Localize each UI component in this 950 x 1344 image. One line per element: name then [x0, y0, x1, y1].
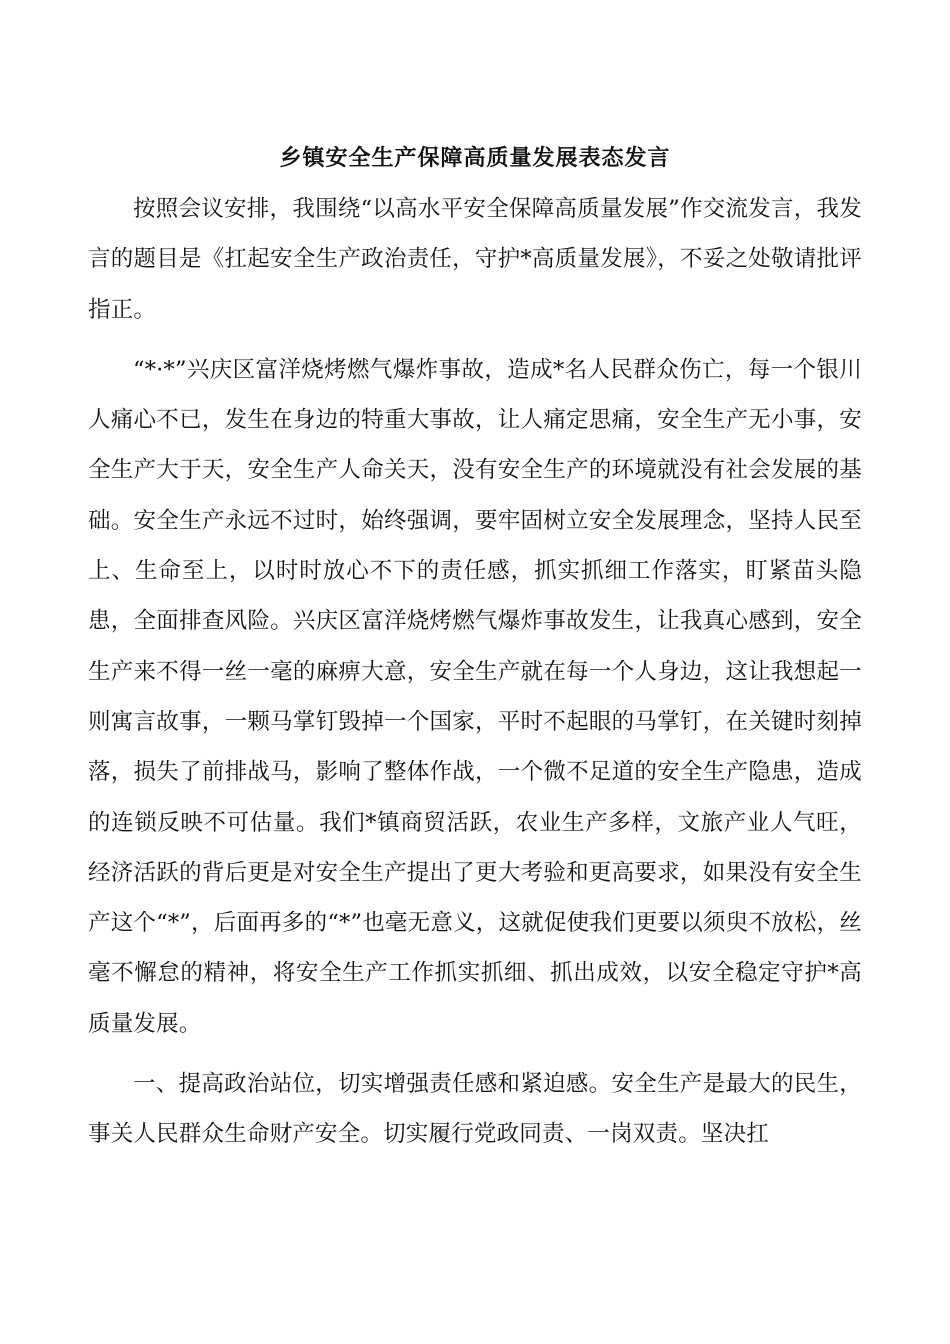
paragraph-intro: 按照会议安排，我围绕“以高水平安全保障高质量发展”作交流发言，我发言的题目是《扛起安全生产政治责任，守护*高质量发展》，不妥之处敬请批评指正。	[88, 196, 862, 323]
document-page	[88, 138, 862, 1160]
paragraph-background: “*·*”兴庆区富洋烧烤燃气爆炸事故，造成*名人民群众伤亡，每一个银川人痛心不已，发生在身边的特重大事故，让人痛定思痛，安全生产无小事，安全生产大于天，安全生产人命关天，没有安全生产的环境就没有社会发展的基础。安全生产永远不过时，始终强调，要牢固树立安全发展理念，坚持人民至上、生命至上，以时时放心不下的责任感，抓实抓细工作落实，盯紧苗头隐患，全面排查风险。兴庆区富洋烧烤燃气爆炸事故发生，让我真心感到，安全生产来不得一丝一毫的麻痹大意，安全生产就在每一个人身边，这让我想起一则寓言故事，一颗马掌钉毁掉一个国家，平时不起眼的马掌钉，在关键时刻掉落，损失了前排战马，影响了整体作战，一个微不足道的安全生产隐患，造成的连锁反映不可估量。我们*镇商贸活跃，农业生产多样，文旅产业人气旺，经济活跃的背后更是对安全生产提出了更大考验和更高要求，如果没有安全生产这个“*”，后面再多的“*”也毫无意义，这就促使我们更要以须臾不放松，丝毫不懈怠的精神，将安全生产工作抓实抓细、抓出成效，以安全稳定守护*高质量发展。	[88, 356, 862, 1037]
document-title: 乡镇安全生产保障高质量发展表态发言	[279, 145, 671, 171]
paragraph-section-one: 一、提高政治站位，切实增强责任感和紧迫感。安全生产是最大的民生，事关人民群众生命财产安全。切实履行党政同责、一岗双责。坚决扛	[88, 1071, 862, 1148]
